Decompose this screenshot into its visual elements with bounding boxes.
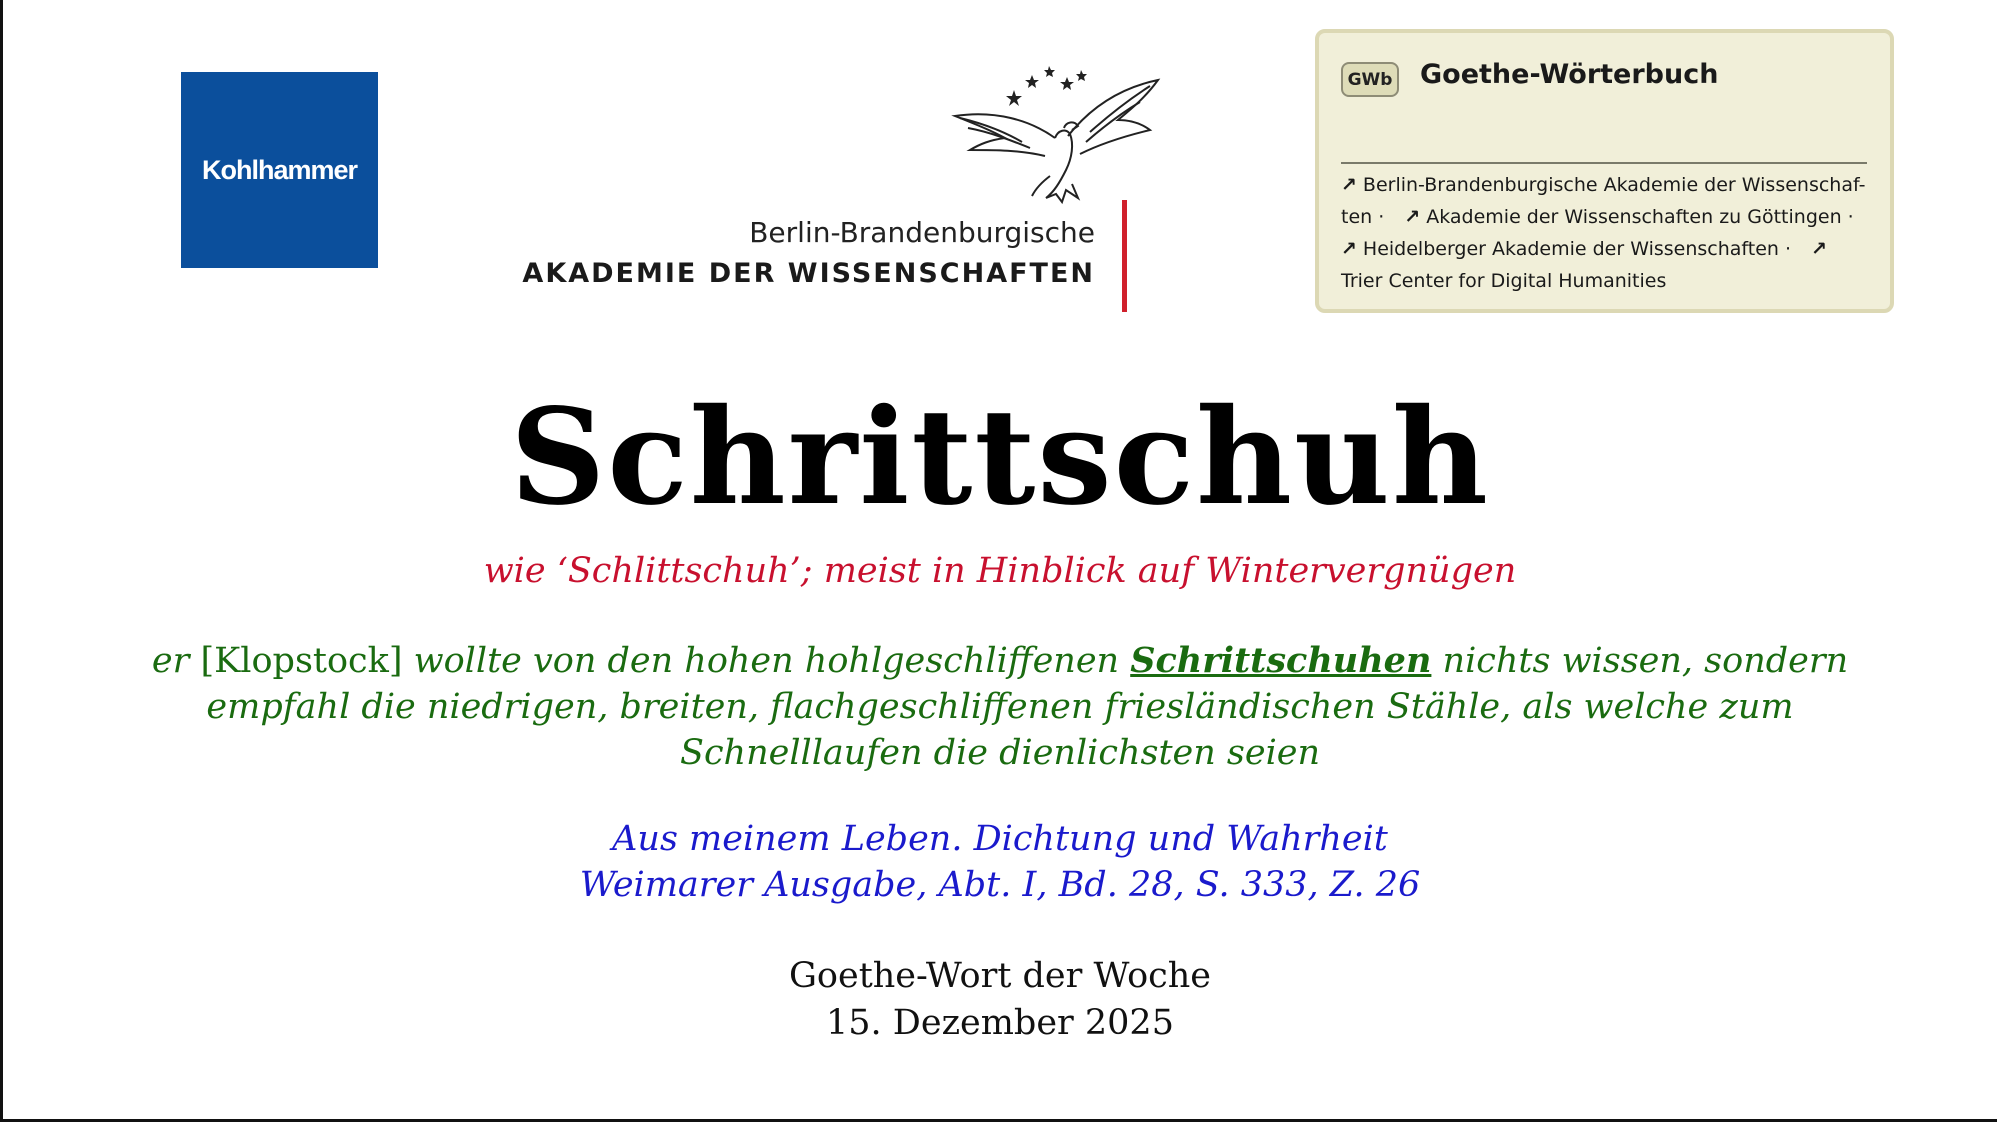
kohlhammer-logo[interactable] — [181, 72, 378, 268]
definition-gloss: wie ‘Schlittschuh’; meist in Hinblick auf Wintervergnügen — [483, 551, 1517, 591]
bbaw-name-line2: AKADEMIE DER WISSENSCHAFTEN — [522, 258, 1095, 289]
footer — [0, 953, 2000, 1047]
quote-insertion: [Klopstock] — [200, 641, 403, 681]
gwb-link-list — [1341, 169, 1881, 297]
gwb-link-bbaw-cont[interactable]: ten · — [1341, 206, 1385, 228]
quote-part2: nichts wissen, sondern empfahl die niedrigen, breiten, flachgeschliffenen friesländischen Stähle, als welche zum Schnelllaufen die dienlichsten seien — [206, 641, 1849, 773]
quote-part1: wollte von den hohen hohlgeschliffenen — [413, 641, 1120, 681]
bbaw-name-line1: Berlin-Brandenburgische — [749, 216, 1095, 249]
kohlhammer-logo-text: Kohlhammer — [201, 154, 358, 185]
gwb-link-bbaw[interactable]: Berlin-Brandenburgische Akademie der Wissenschaf- — [1362, 174, 1866, 196]
gwb-badge[interactable]: GWb — [1341, 62, 1399, 97]
publication-date: 15. Dezember 2025 — [826, 1003, 1174, 1043]
bbaw-red-bar — [1122, 200, 1127, 312]
quote-highlight-word: Schrittschuhen — [1130, 640, 1432, 681]
eagle-icon — [950, 58, 1162, 206]
gwb-box — [1315, 29, 1894, 313]
gwb-link-goettingen[interactable]: Akademie der Wissenschaften zu Göttingen · — [1426, 206, 1854, 228]
quotation — [100, 638, 1900, 776]
gwb-title[interactable]: Goethe-Wörterbuch — [1420, 59, 1719, 90]
gwb-link-row-4 — [1341, 265, 1881, 297]
source-citation — [0, 816, 2000, 908]
north-east-arrow-icon: ↗ — [1341, 174, 1357, 196]
north-east-arrow-icon: ↗ — [1341, 238, 1357, 260]
quote-pre: er — [151, 641, 190, 681]
gwb-link-row-2 — [1341, 201, 1881, 233]
north-east-arrow-icon: ↗ — [1404, 206, 1421, 228]
source-edition-ref: Weimarer Ausgabe, Abt. I, Bd. 28, S. 333, Z. 26 — [579, 865, 1421, 905]
gwb-link-row-1 — [1341, 169, 1881, 201]
series-title: Goethe-Wort der Woche — [788, 956, 1212, 996]
gwb-link-heidelberg[interactable]: Heidelberger Akademie der Wissenschaften · — [1362, 238, 1792, 260]
gwb-divider — [1341, 162, 1867, 164]
gwb-link-trier[interactable]: Trier Center for Digital Humanities — [1341, 270, 1667, 292]
source-work-title: Aus meinem Leben. Dichtung und Wahrheit — [612, 819, 1388, 859]
headword: Schrittschuh — [510, 380, 1490, 535]
gwb-link-row-3 — [1341, 233, 1881, 265]
north-east-arrow-icon: ↗ — [1811, 238, 1828, 260]
